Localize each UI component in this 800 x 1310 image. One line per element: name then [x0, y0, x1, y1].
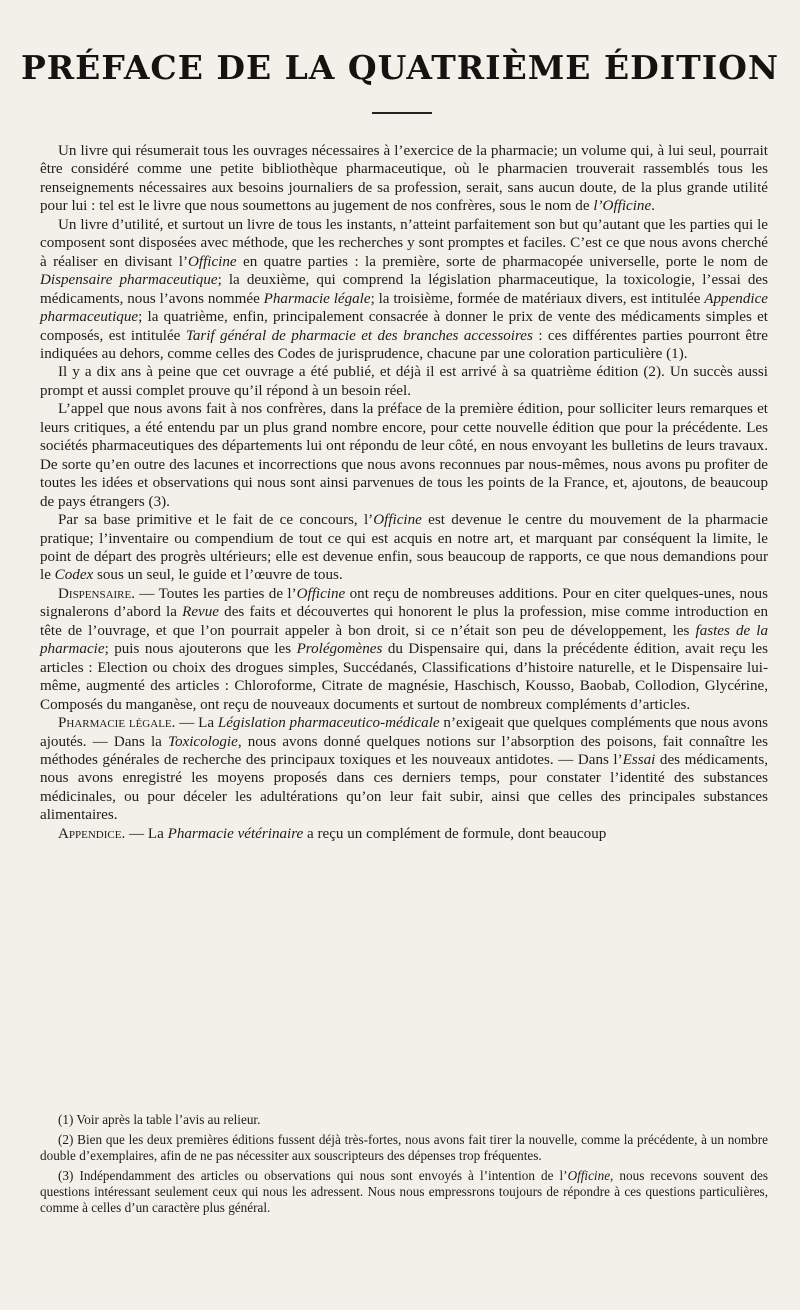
footnotes	[40, 1112, 768, 1221]
footnote: (3) Indépendamment des articles ou observations qui nous sont envoyés à l’intention de l’Officine, nous recevons souvent des questions intéressant seulement ceux qui nous les adressent. Nous nous empressrons toujours de répondre à ces questions particulières, comme à celles d’un caractère plus général.	[40, 1168, 768, 1216]
paragraph: Pharmacie légale. — La Législation pharmaceutico-médicale n’exigeait que quelques compléments que nous avons ajoutés. — Dans la Toxicologie, nous avons donné quelques notions sur l’absorption des poisons, fait connaître les méthodes générales de recherche des principaux toxiques et les nouveaux antidotes. — Dans l’Essai des médicaments, nous avons enregistré les moyens proposés dans ces derniers temps, pour constater l’identité des substances médicinales, ou pour déceler les adultérations qu’on leur fait subir, ainsi que celles des principales substances alimentaires.	[40, 715, 769, 824]
paragraph: Un livre d’utilité, et surtout un livre de tous les instants, n’atteint parfaitement son but qu’autant que les parties qui le composent sont disposées avec méthode, que les recherches y sont promptes et faciles. C’est ce que nous avons cherché à réaliser en divisant l’Officine en quatre parties : la première, sorte de pharmacopée universelle, porte le nom de Dispensaire pharmaceutique; la deuxième, qui comprend la législation pharmaceutique, la toxicologie, l’essai des médicaments, nous l’avons nommée Pharmacie légale; la troisième, formée de matériaux divers, est intitulée Appendice pharmaceutique; la quatrième, enfin, principalement consacrée à donner le prix de vente des médicaments simples et composés, est intitulée Tarif général de pharmacie et des branches accessoires : ces différentes parties pourront être indiquées au dehors, comme celles des Codes de jurisprudence, chacune par une coloration particulière (1).	[40, 216, 768, 362]
paragraph: Appendice. — La Pharmacie vétérinaire a reçu un complément de formule, dont beaucoup	[58, 825, 607, 842]
title-divider	[372, 112, 432, 114]
paragraph: L’appel que nous avons fait à nos confrères, dans la préface de la première édition, pour solliciter leurs remarques et leurs critiques, a été entendu par un plus grand nombre encore, pour cette nouvelle édition que pour la précédente. Les sociétés pharmaceutiques des départements lui ont répondu de leur côté, en nous envoyant les bulletins de leurs travaux. De sorte qu’en outre des lacunes et incorrections que nous avons reconnues par nous-mêmes, nous avons pu profiter de toutes les idées et observations qui nous sont ainsi parvenues de tous les points de la France, et, ajoutons, de beaucoup de pays étrangers (3).	[40, 401, 768, 510]
section-heading: Dispensaire.	[58, 585, 136, 602]
section-heading: Appendice.	[58, 825, 126, 842]
body-text	[40, 142, 768, 843]
paragraph: Un livre qui résumerait tous les ouvrages nécessaires à l’exercice de la pharmacie; un volume qui, à lui seul, pourrait être considéré comme une petite bibliothèque pharmaceutique, où le pharmacien trouverait rassemblés tous les renseignements nécessaires aux besoins journaliers de sa profession, serait, sans aucun doute, de la plus grande utilité pour lui : tel est le livre que nous soumettons au jugement de nos confrères, sous le nom de l’Officine.	[40, 143, 768, 215]
footnote: (2) Bien que les deux premières éditions fussent déjà très-fortes, nous avons fait tirer la nouvelle, comme la précédente, à un nombre double d’exemplaires, afin de ne pas nécessiter aux souscripteurs des dépenses trop fréquentes.	[40, 1132, 768, 1164]
footnote: (1) Voir après la table l’avis au relieur.	[58, 1112, 261, 1127]
page-title: PRÉFACE DE LA QUATRIÈME ÉDITION	[20, 48, 780, 87]
paragraph: Dispensaire. — Toutes les parties de l’Officine ont reçu de nombreuses additions. Pour en citer quelques-unes, nous signalerons d’abord la Revue des faits et découvertes qui honorent le plus la profession, mise comme introduction en tête de l’ouvrage, et que l’on pourrait appeler à bon droit, si ce n’était son peu de développement, les fastes de la pharmacie; puis nous ajouterons que les Prolégomènes du Dispensaire qui, dans la précédente édition, avait reçu les articles : Election ou choix des drogues simples, Succédanés, Classifications d’histoire naturelle, et le Dispensaire lui-même, augmenté des articles : Chloroforme, Citrate de magnésie, Haschisch, Kousso, Baobab, Collodion, Glycérine, Composés du manganèse, ont reçu de nouveaux documents et surtout de nombreux compléments d’articles.	[40, 585, 769, 713]
section-heading: Pharmacie légale.	[58, 715, 176, 732]
paragraph: Par sa base primitive et le fait de ce concours, l’Officine est devenue le centre du mouvement de la pharmacie pratique; l’inventaire ou compendium de tout ce qui est acquis en notre art, et marquant par conséquent la limite, le point de départ des progrès ultérieurs; elle est devenue enfin, sous beaucoup de rapports, ce que nous demandions pour le Codex sous un seul, le guide et l’œuvre de tous.	[40, 512, 768, 584]
paragraph: Il y a dix ans à peine que cet ouvrage a été publié, et déjà il est arrivé à sa quatrième édition (2). Un succès aussi prompt et aussi complet prouve qu’il répond à un besoin réel.	[40, 364, 768, 399]
